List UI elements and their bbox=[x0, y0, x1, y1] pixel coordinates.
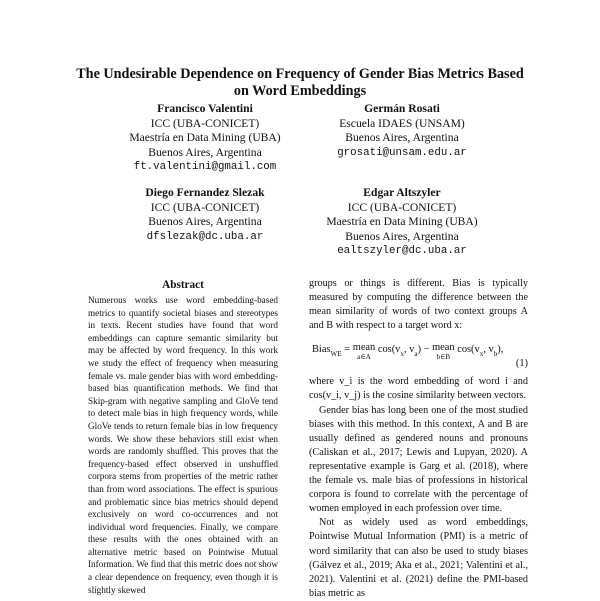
paragraph-bias-definition: groups or things is different. Bias is typically measured by computing the difference between the mean similarity of words of two context groups A and B with respect to a target word x: bbox=[309, 278, 528, 332]
author-affiliation: Maestría en Data Mining (UBA) bbox=[129, 131, 281, 144]
author-location: Buenos Aires, Argentina bbox=[345, 131, 459, 144]
author-email[interactable]: ft.valentini@gmail.com bbox=[133, 161, 277, 173]
author-block-slezak bbox=[95, 186, 315, 244]
paper-title bbox=[40, 66, 560, 100]
title-line-2: on Word Embeddings bbox=[233, 83, 367, 99]
paragraph-where: where v_i is the word embedding of word i and cos(v_i, v_j) is the cosine similarity between vectors. bbox=[309, 376, 528, 402]
equation-bias-we bbox=[309, 339, 528, 373]
author-location: Buenos Aires, Argentina bbox=[148, 215, 262, 228]
author-affiliation: Maestría en Data Mining (UBA) bbox=[326, 215, 478, 228]
title-line-1: The Undesirable Dependence on Frequency of Gender Bias Metrics Based bbox=[76, 66, 524, 82]
equation-number: (1) bbox=[515, 358, 528, 370]
author-affiliation: ICC (UBA-CONICET) bbox=[150, 116, 260, 130]
author-email[interactable]: ealtszyler@dc.uba.ar bbox=[337, 245, 467, 257]
author-name: Francisco Valentini bbox=[157, 102, 253, 115]
author-affiliation: Escuela IDAES (UNSAM) bbox=[339, 116, 465, 130]
author-block-valentini bbox=[95, 102, 315, 175]
author-block-altszyler bbox=[292, 186, 512, 259]
author-affiliation: ICC (UBA-CONICET) bbox=[347, 200, 457, 214]
equation-body: Bias$_{WE}$ = mean a∈A $\cos(v_x$, $v_a$) − mean b∈B $\cos(v_x$, $v_b$), bbox=[312, 342, 504, 362]
author-location: Buenos Aires, Argentina bbox=[148, 145, 262, 159]
right-column bbox=[309, 277, 528, 601]
abstract-text: Numerous works use word embedding-based metrics to quantify societal biases and stereotypes in texts. Recent studies have found that word embeddings can capture semantic similarity but may be affected by word frequency. In this work we study the effect of frequency when measuring female vs. male gender bias with word embedding-based bias quantification methods. We find that Skip-gram with negative sampling and GloVe tend to detect male bias in high frequency words, while GloVe tends to return female bias in low frequency words. We show these behaviors still exist when words are randomly shuffled. This proves that the frequency-based effect observed in unshuffled corpora stems from properties of the metric rather than from word associations. The effect is spurious and problematic since bias metrics should depend exclusively on word co-occurrences and not individual word frequencies. Finally, we compare these results with the ones obtained with an alternative metric based on Pointwise Mutual Information. We find that this metric does not show a clear dependence on frequency, even though it is slightly skewed bbox=[88, 295, 278, 595]
author-name: Diego Fernandez Slezak bbox=[145, 186, 265, 199]
paragraph-gender-bias: Gender bias has long been one of the most studied biases with this method. In this context, A and B are usually defined as gendered nouns and pronouns (Caliskan et al., 2017; Lewis and Lupyan, 2020). A representative example is Garg et al. (2018), where the female vs. male bias of professions in historical corpora is found to correlate with the percentage of women employed in each profession over time. bbox=[309, 404, 528, 515]
abstract-heading: Abstract bbox=[162, 279, 204, 291]
author-location: Buenos Aires, Argentina bbox=[345, 229, 459, 243]
author-name: Germán Rosati bbox=[364, 102, 440, 115]
author-block-rosati bbox=[292, 102, 512, 160]
author-name: Edgar Altszyler bbox=[363, 186, 441, 199]
author-affiliation: ICC (UBA-CONICET) bbox=[150, 200, 260, 214]
author-email[interactable]: dfslezak@dc.uba.ar bbox=[146, 230, 264, 243]
equation-mean-a: mean a∈A bbox=[352, 342, 376, 362]
equation-mean-b: mean b∈B bbox=[432, 342, 455, 362]
author-email[interactable]: grosati@unsam.edu.ar bbox=[337, 146, 467, 159]
paragraph-pmi: Not as widely used as word embeddings, Pointwise Mutual Information (PMI) is a metric of word similarity that can also be used to study biases (Gálvez et al., 2019; Aka et al., 2021; Valentini et al., 2021). Valentini et al. (2021) define the PMI-based bias metric as bbox=[309, 517, 528, 599]
